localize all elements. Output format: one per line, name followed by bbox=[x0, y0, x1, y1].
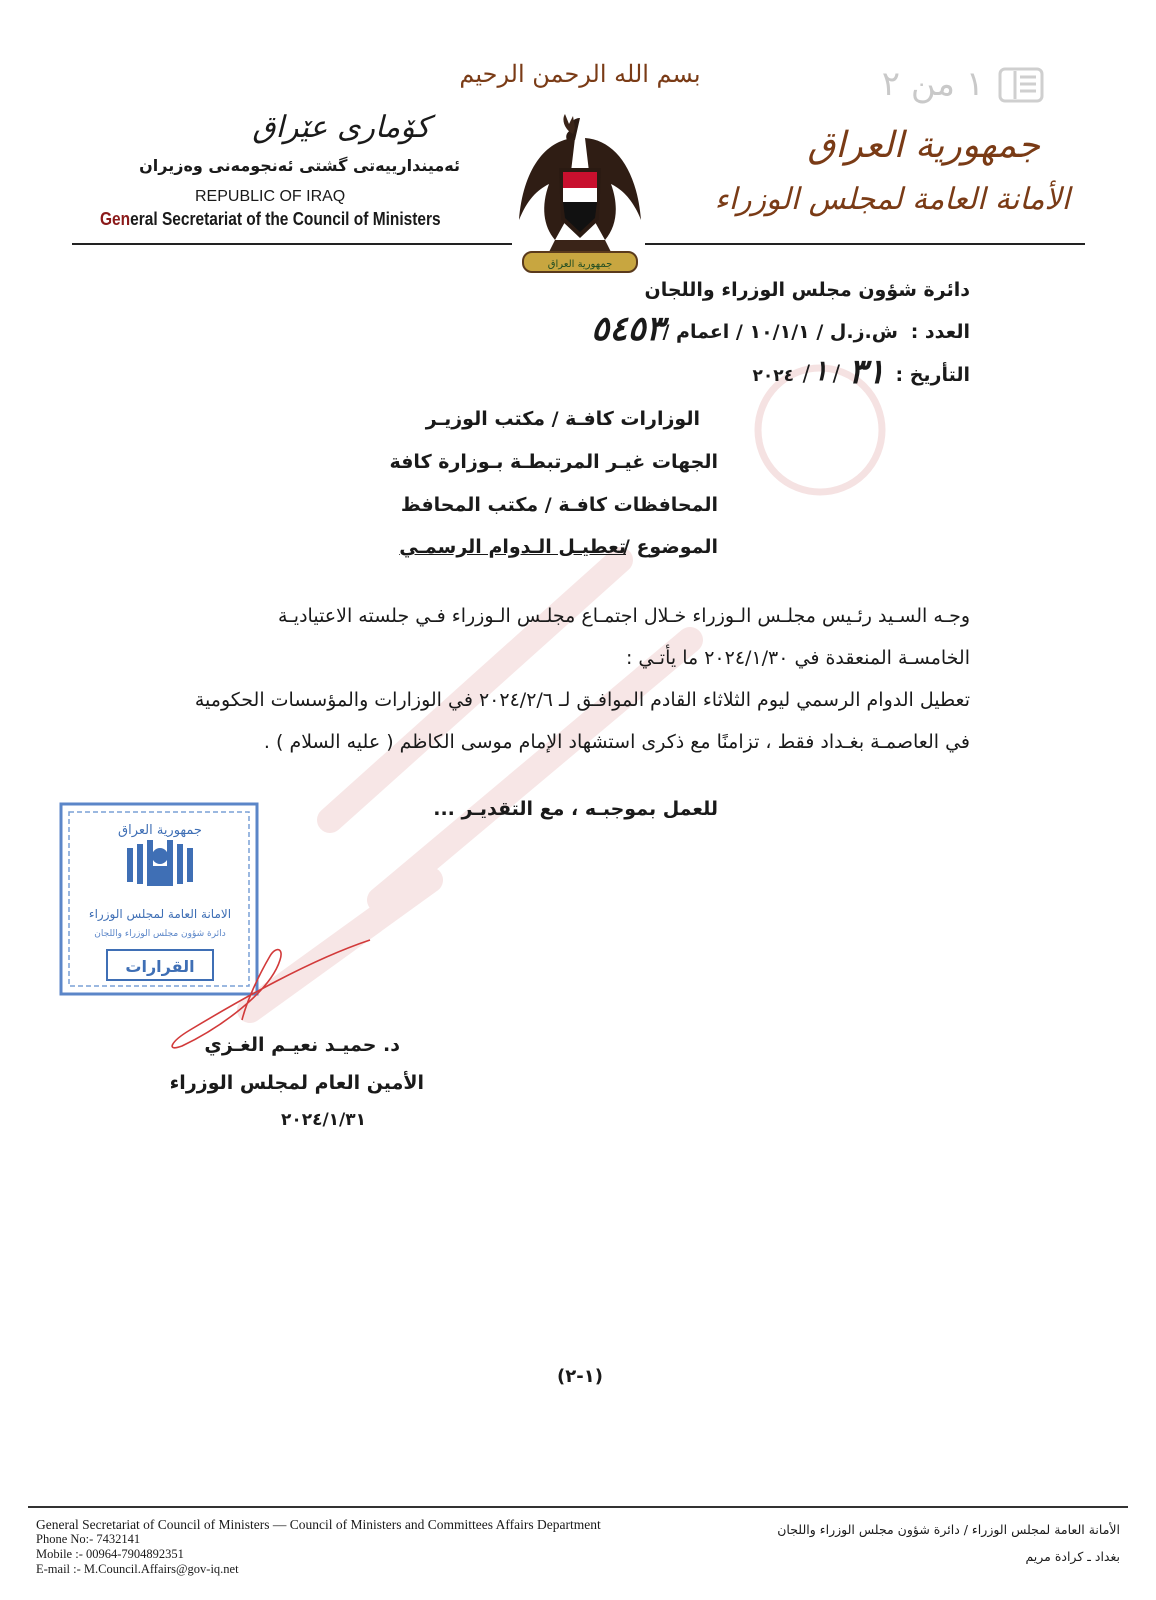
page-counter bbox=[880, 60, 1080, 110]
date-day: ٣١ bbox=[848, 352, 885, 392]
header-secretariat-english bbox=[100, 209, 441, 230]
header-republic-english: REPUBLIC OF IRAQ bbox=[195, 188, 346, 205]
recipient-2: الجهات غيـر المرتبطـة بـوزارة كافة bbox=[389, 451, 718, 473]
body-line-3: تعطيل الدوام الرسمي ليوم الثلاثاء القادم الموافـق لـ ٢٠٢٤/٢/٦ في الوزارات والمؤسسات الحكومية bbox=[194, 689, 970, 711]
basmala: بسم الله الرحمن الرحيم bbox=[459, 60, 701, 88]
subject-label: الموضوع / bbox=[622, 536, 718, 558]
date-sep-2: / bbox=[802, 362, 810, 387]
header-right bbox=[714, 120, 1080, 240]
header-secretariat-kurdish: ئەمیندارییەتی گشتی ئەنجومەنی وەزیران bbox=[139, 156, 460, 175]
footer-ar-title: الأمانة العامة لمجلس الوزراء / دائرة شؤون مجلس الوزراء واللجان bbox=[777, 1522, 1120, 1537]
stamp-line-1: الامانة العامة لمجلس الوزراء bbox=[88, 907, 232, 921]
footer-en-title: General Secretariat of Council of Ministers — Council of Ministers and Committees Affairs Department bbox=[36, 1517, 601, 1532]
footer-mobile: Mobile :- 00964-7904892351 bbox=[36, 1547, 184, 1561]
stamp-top: جمهورية العراق bbox=[118, 823, 202, 838]
date-year: ٢٠٢٤ bbox=[752, 366, 794, 386]
header-english-prefix: Gen bbox=[100, 209, 131, 229]
footer-arabic bbox=[700, 1516, 1120, 1570]
number-label: العدد : bbox=[910, 321, 970, 343]
closing: للعمل بموجبـه ، مع التقديـر ... bbox=[433, 798, 718, 820]
subject-row bbox=[398, 536, 718, 566]
header-rule-left bbox=[72, 243, 512, 245]
signatory-name: د. حميـد نعيـم الغـزي bbox=[204, 1034, 400, 1056]
iraq-eagle-emblem bbox=[515, 110, 645, 280]
subject-text: تعطيـل الـدوام الرسمـي bbox=[399, 536, 626, 558]
date-sep-1: / bbox=[832, 362, 840, 387]
number-handwritten: ٥٤٥٣ bbox=[590, 309, 664, 349]
header-republic-kurdish: كۆماری عێراق bbox=[252, 110, 430, 145]
body-line-2: الخامسـة المنعقدة في ٢٠٢٤/١/٣٠ ما يأتـي : bbox=[625, 647, 970, 669]
date-label: التأريخ : bbox=[895, 364, 970, 386]
emblem-label: جمهورية العراق bbox=[547, 259, 613, 270]
body-line-4: في العاصمـة بغـداد فقط ، تزامنًا مع ذكرى استشهاد الإمام موسى الكاظم ( عليه السلام ) . bbox=[263, 731, 970, 753]
date-row bbox=[730, 352, 970, 404]
header-english-rest: eral Secretariat of the Council of Ministers bbox=[130, 209, 441, 229]
footer-email: E-mail :- M.Council.Affairs@gov-iq.net bbox=[36, 1562, 239, 1576]
body-line-1: وجـه السـيد رئـيس مجلـس الـوزراء خـلال اجتمـاع مجلـس الـوزراء فـي جلسته الاعتياديـة bbox=[278, 605, 970, 627]
footer-phone: Phone No:- 7432141 bbox=[36, 1532, 141, 1546]
footer-rule bbox=[28, 1506, 1128, 1508]
footer-ar-address: بغداد ـ كرادة مريم bbox=[1025, 1549, 1120, 1564]
header-left bbox=[80, 110, 460, 235]
date-month: ١ bbox=[812, 354, 828, 387]
page-counter-text: ١ من ٢ bbox=[881, 64, 984, 104]
reference-number-row bbox=[540, 309, 970, 361]
number-ref: ش.ز.ل / ١٠/١/١ / اعمام / bbox=[662, 321, 898, 343]
header-rule-right bbox=[645, 243, 1085, 245]
header-republic-arabic: جمهورية العراق bbox=[807, 125, 1040, 166]
stamp-line-2: دائرة شؤون مجلس الوزراء واللجان bbox=[94, 929, 226, 939]
footer-english bbox=[36, 1517, 601, 1577]
recipient-3: المحافظات كافـة / مكتب المحافظ bbox=[400, 494, 718, 516]
book-icon bbox=[998, 67, 1044, 103]
header-secretariat-arabic: الأمانة العامة لمجلس الوزراء bbox=[714, 182, 1070, 217]
signatory-title: الأمين العام لمجلس الوزراء bbox=[169, 1072, 424, 1094]
recipient-1: الوزارات كافـة / مكتب الوزيـر bbox=[425, 408, 700, 430]
department-name: دائرة شؤون مجلس الوزراء واللجان bbox=[644, 279, 970, 301]
page-mark: (١-٢) bbox=[557, 1366, 603, 1387]
signatory-date: ٢٠٢٤/١/٣١ bbox=[280, 1110, 366, 1130]
stamp-bottom: القرارات bbox=[125, 957, 195, 976]
